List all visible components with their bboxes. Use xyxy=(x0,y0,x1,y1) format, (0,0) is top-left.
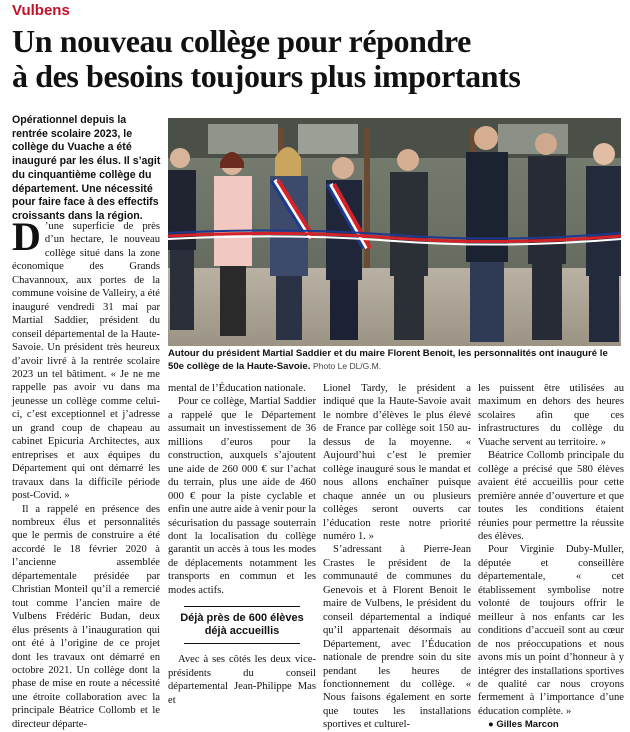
body-paragraph: Pour ce collège, Martial Saddier a rappelé que le Département assumait un investissement de 36 millions d’euros pour la construction, auxquels s’ajoutent une aide de 260 000 € sur l’achat du terrain, plus une aide de 460 000 € pour la piste cyclable et enfin une autre aide à venir pour la sécurisation du passage souterrain dont la localisation du collège garantit un accès à tous les modes de déplacements notamment les transports en commun et les modes actifs. xyxy=(168,396,316,596)
paragraph-text: ’une superficie de près d’un hectare, le nouveau collège situé dans la zone économique des Grands Chavannoux, aux portes de la commune voisine de Valleiry, a été inauguré vendredi 31 mai par Martial Saddier, président du conseil départemental de la Haute-Savoie. Un président très heureux d’avoir livré à la rentrée scolaire 2023 un tel bâtiment. « Je ne me rappelle pas avoir vu dans ma jeunesse un collège comme celui-ci, c’est exceptionnel et j’adresse un grand coup de chapeau au cabinet Epicuria Architectes, aux entreprises et aux équipes du Département qui ont démarré les travaux dans la difficile période post-Covid. » xyxy=(12,221,160,502)
body-paragraph: S’adressant à Pierre-Jean Crastes le président de la communauté de communes du Genevois et à Florent Benoit le maire de Vulbens, le président du conseil départemental a indiqué qu’il appartenait désormais au Département, avec l’Éducation nationale de prendre soin du site pendant les heures de fonctionnement du collège. « Nous faisons également en sorte que toutes les installations sportives et culturel- xyxy=(323,544,471,731)
body-paragraph xyxy=(12,214,160,503)
photo-caption xyxy=(168,348,623,373)
headline-line-2: à des besoins toujours plus importants xyxy=(12,58,521,94)
article-headline xyxy=(12,24,622,94)
intertitle-rule-top xyxy=(184,606,300,607)
intertitle xyxy=(168,609,316,641)
article-lead: Opérationnel depuis la rentrée scolaire 2023, le collège du Vuache a été inauguré par les élus. Il s’agit du cinquantième collège du département. Une nécessité pour faire face à des effectifs croissants dans la région. xyxy=(12,114,161,222)
article-column-3 xyxy=(323,382,471,732)
body-paragraph: Lionel Tardy, le président a indiqué que la Haute-Savoie avait le nombre d’élèves le plus élevé de France par collège soit 150 au-dessus de la moyenne. « Aujourd’hui c’est le premier collège inauguré sous le mandat et nous allons enchaîner puisque chaque année un ou plusieurs collèges seront ouverts car l’éducation reste notre priorité numéro 1. » xyxy=(323,383,471,542)
inauguration-photo xyxy=(168,118,621,346)
kicker-location: Vulbens xyxy=(12,2,70,19)
article-column-2 xyxy=(168,382,316,707)
photo-credit: Photo Le DL/G.M. xyxy=(313,361,382,371)
body-paragraph: Il a rappelé en présence des nombreux élus et personnalités que le permis de construire a été accordé le 18 février 2020 à l’ancienne assemblée départementale présidée par Christian Monteil qu’il a remercié tout comme l’ancien maire de Vulbens Frédéric Budan, deux élus présents à l’inauguration qui ont été à l’origine de ce projet dont les travaux ont démarré en octobre 2021. Un collège dont la phase de mise en route a nécessité une étroite collaboration avec la principale Béatrice Collomb et le directeur départe- xyxy=(12,503,160,730)
body-paragraph: Avec à ses côtés les deux vice-présidents du conseil départemental Jean-Philippe Mas et xyxy=(168,654,316,706)
body-paragraph: les puissent être utilisées au maximum en dehors des heures scolaires afin que ces infrastructures du collège du Vuache servent au territoire. » xyxy=(478,383,624,448)
body-paragraph: Béatrice Collomb principale du collège a précisé que 580 élèves avaient été accueillis pour cette première année d’ouverture et que toutes les conditions étaient réunies pour permettre la réussite des élèves. xyxy=(478,450,624,542)
caption-text: Autour du président Martial Saddier et du maire Florent Benoit, les personnalités ont inauguré le 50e collège de la Haute-Savoie. xyxy=(168,348,608,372)
intertitle-rule-bottom xyxy=(184,643,300,644)
article-column-4 xyxy=(478,382,624,732)
intertitle-text: Déjà près de 600 élèves déjà accueillis xyxy=(180,612,304,638)
body-paragraph: Pour Virginie Duby-Muller, députée et conseillère départementale, « cet établissement symbolise notre volonté de toujours offrir le meilleur à nos enfants car les conditions d’accueil sont au cœur de nos préoccupations et nous avons mis un point d’honneur à y intégrer des installations sportives de qualité car nous croyons fermement à l’importance d’une éducation complète. » xyxy=(478,544,624,717)
author-signature: ● Gilles Marcon xyxy=(488,719,559,731)
headline-line-1: Un nouveau collège pour répondre xyxy=(12,23,471,59)
drop-cap: D xyxy=(12,214,41,259)
article-column-1 xyxy=(12,214,160,731)
body-paragraph: mental de l’Éducation nationale. xyxy=(168,383,306,394)
